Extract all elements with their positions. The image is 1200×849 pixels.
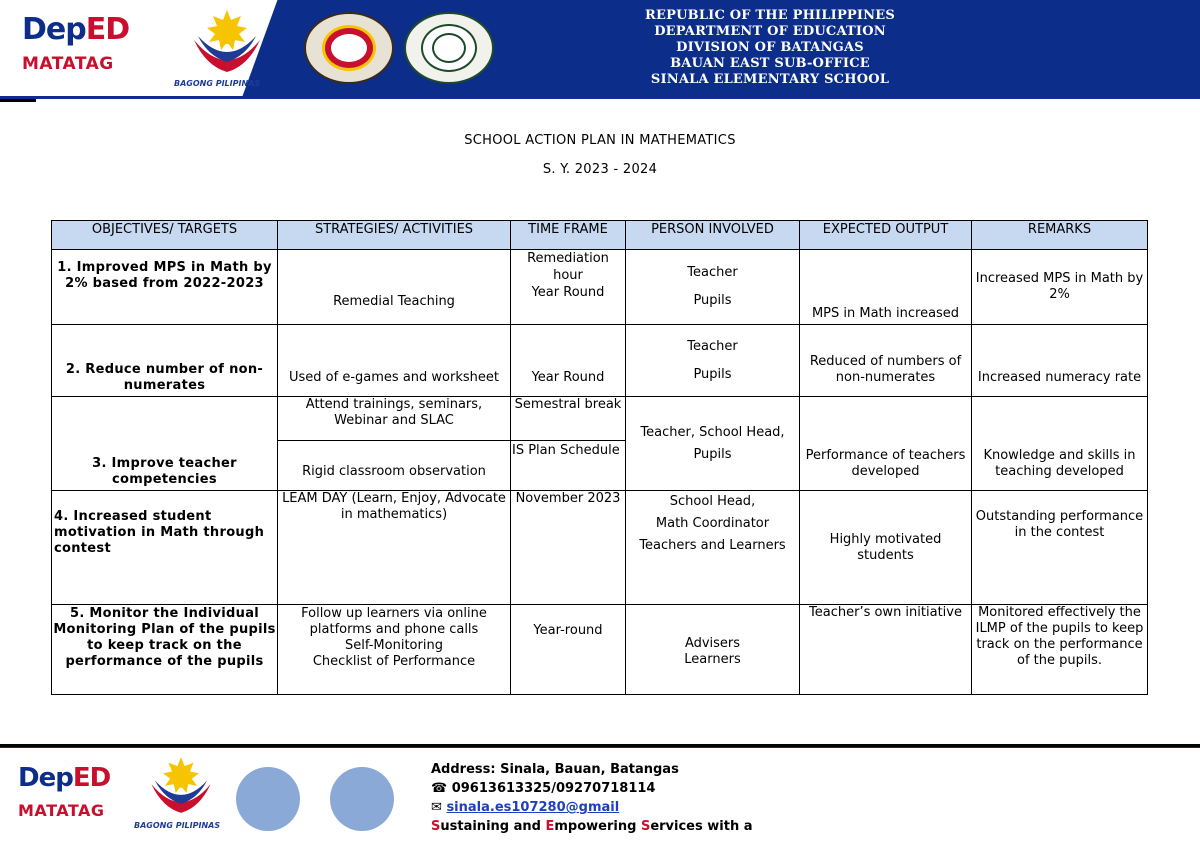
row5-output: Teacher’s own initiative	[800, 605, 972, 695]
row3-objective: 3. Improve teacher competencies	[52, 397, 278, 491]
motto-word-2: mpowering	[554, 819, 641, 834]
row3-remarks: Knowledge and skills in teaching developed	[972, 397, 1148, 491]
header-divider-accent	[0, 99, 36, 102]
row1-time-frame: Remediation hour Year Round	[511, 250, 626, 325]
footer-contact-info	[431, 760, 753, 836]
footer-deped-logo-ed: ED	[72, 763, 111, 793]
footer-seal-placeholder-2	[330, 767, 394, 831]
header-line-suboffice: BAUAN EAST SUB-OFFICE	[670, 56, 870, 71]
row5-remarks: Monitored effectively the ILMP of the pupils to keep track on the performance of the pupils.	[972, 605, 1148, 695]
row3-output: Performance of teachers developed	[800, 397, 972, 491]
envelope-icon: ✉	[431, 800, 442, 815]
footer-matatag-wordmark: MATATAG	[18, 801, 105, 820]
table-row	[52, 605, 1148, 695]
footer-seal-placeholder-1	[236, 767, 300, 831]
table-header-row	[52, 221, 1148, 250]
footer-phone: ☎ 09613613325/09270718114	[431, 781, 656, 796]
row1-strategy: Remedial Teaching	[278, 250, 511, 325]
row4-strategy: LEAM DAY (Learn, Enjoy, Advocate in mathematics)	[278, 491, 511, 605]
row2-remarks: Increased numeracy rate	[972, 325, 1148, 397]
table-row	[52, 250, 1148, 325]
matatag-wordmark: MATATAG	[22, 54, 114, 74]
table-row	[52, 491, 1148, 605]
row4-time-frame: November 2023	[511, 491, 626, 605]
row1-objective: 1. Improved MPS in Math by 2% based from 2022-2023	[52, 250, 278, 325]
column-header-person-involved: PERSON INVOLVED	[626, 221, 800, 250]
column-header-remarks: REMARKS	[972, 221, 1148, 250]
footer-deped-matatag-logo	[18, 764, 110, 820]
row5-objective: 5. Monitor the Individual Monitoring Plan of the pupils to keep track on the performance of the pupils	[52, 605, 278, 695]
header-line-republic: REPUBLIC OF THE PHILIPPINES	[645, 8, 895, 23]
row3-person: Teacher, School Head, Pupils	[626, 397, 800, 491]
row1-person: Teacher Pupils	[626, 250, 800, 325]
row5-strategy: Follow up learners via online platforms and phone calls Self-Monitoring Checklist of Performance	[278, 605, 511, 695]
motto-word-3: ervices with a	[650, 819, 753, 834]
deped-logo-dep: Dep	[22, 12, 86, 47]
row2-time-frame: Year Round	[511, 325, 626, 397]
row4-objective: 4. Increased student motivation in Math through contest	[52, 491, 278, 605]
header-line-department: DEPARTMENT OF EDUCATION	[654, 24, 886, 39]
row3-strategy-trainings: Attend trainings, seminars, Webinar and SLAC	[278, 397, 511, 441]
row3-time-frame-is-plan: IS Plan Schedule	[511, 441, 626, 491]
footer-deped-logo-dep: Dep	[18, 763, 73, 793]
deped-matatag-logo	[22, 14, 129, 74]
row3-time-frame-semestral: Semestral break	[511, 397, 626, 441]
table-row	[52, 397, 1148, 441]
column-header-strategies: STRATEGIES/ ACTIVITIES	[278, 221, 511, 250]
column-header-expected-output: EXPECTED OUTPUT	[800, 221, 972, 250]
row5-person: Advisers Learners	[626, 605, 800, 695]
table-row	[52, 325, 1148, 397]
motto-letter-e: E	[545, 819, 555, 834]
row3-strategy-observation: Rigid classroom observation	[278, 441, 511, 491]
row4-person: School Head, Math Coordinator Teachers and Learners	[626, 491, 800, 605]
school-seal-icon	[404, 12, 494, 84]
footer-bagong-pilipinas-logo	[146, 752, 216, 818]
header-divider	[0, 96, 1200, 99]
header-agency-text	[560, 8, 980, 88]
deped-seal-icon	[304, 12, 394, 84]
footer-email-link[interactable]: sinala.es107280@gmail	[446, 800, 620, 815]
motto-letter-s2: S	[640, 819, 651, 834]
bagong-pilipinas-caption: BAGONG PILIPINAS	[174, 79, 261, 88]
bagong-pilipinas-logo	[188, 6, 266, 76]
action-plan-table	[51, 220, 1148, 695]
motto-word-1: ustaining and	[440, 819, 546, 834]
row4-remarks: Outstanding performance in the contest	[972, 491, 1148, 605]
footer-divider-accent	[0, 747, 1200, 748]
row2-objective: 2. Reduce number of non- numerates	[52, 325, 278, 397]
deped-logo-ed: ED	[85, 12, 130, 47]
column-header-time-frame: TIME FRAME	[511, 221, 626, 250]
footer-bagong-pilipinas-caption: BAGONG PILIPINAS	[134, 821, 221, 830]
footer-motto	[431, 817, 753, 836]
motto-letter-s1: S	[431, 819, 441, 834]
school-year: S. Y. 2023 - 2024	[542, 162, 658, 177]
row1-output: MPS in Math increased	[800, 250, 972, 325]
header-banner	[0, 0, 1200, 96]
column-header-objectives: OBJECTIVES/ TARGETS	[52, 221, 278, 250]
footer-email-line	[431, 798, 753, 817]
row2-output: Reduced of numbers of non-numerates	[800, 325, 972, 397]
header-line-school: SINALA ELEMENTARY SCHOOL	[650, 72, 890, 87]
footer-address: Address: Sinala, Bauan, Batangas	[431, 762, 679, 777]
row5-time-frame: Year-round	[511, 605, 626, 695]
row4-output: Highly motivated students	[800, 491, 972, 605]
row2-strategy: Used of e-games and worksheet	[278, 325, 511, 397]
header-line-division: DIVISION OF BATANGAS	[676, 40, 864, 55]
document-title: SCHOOL ACTION PLAN IN MATHEMATICS	[464, 133, 736, 148]
row2-person: Teacher Pupils	[626, 325, 800, 397]
row1-remarks: Increased MPS in Math by 2%	[972, 250, 1148, 325]
